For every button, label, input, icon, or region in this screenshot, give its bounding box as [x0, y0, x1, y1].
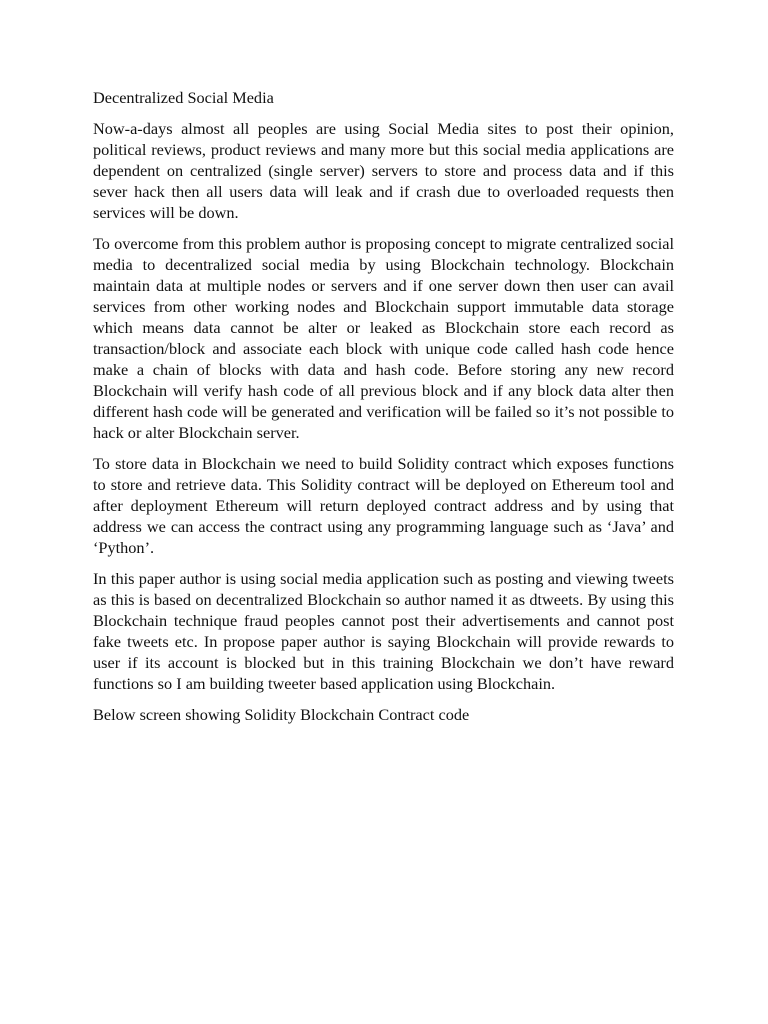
paragraph-intro: Now-a-days almost all peoples are using Social Media sites to post their opinion, political reviews, product reviews and many more but this social media applications are dependent on centralized (single server) servers to store and process data and if this sever hack then all users data will leak and if crash due to overloaded requests then services will be down.: [93, 119, 674, 222]
paragraph-solidity-contract: To store data in Blockchain we need to build Solidity contract which exposes functions to store and retrieve data. This Solidity contract will be deployed on Ethereum tool and after deployment Ethereum will return deployed contract address and by using that address we can access the contract using any programming language such as ‘Java’ and ‘Python’.: [93, 454, 674, 557]
screen-caption: Below screen showing Solidity Blockchain Contract code: [93, 705, 470, 724]
paragraph-dtweets: In this paper author is using social media application such as posting and viewing tweets as this is based on decentralized Blockchain so author named it as dtweets. By using this Blockchain technique fraud peoples cannot post their advertisements and cannot post fake tweets etc. In propose paper author is saying Blockchain will provide rewards to user if its account is blocked but in this training Blockchain we don’t have reward functions so I am building tweeter based application using Blockchain.: [93, 569, 674, 693]
paragraph-blockchain-solution: To overcome from this problem author is proposing concept to migrate centralized social media to decentralized social media by using Blockchain technology. Blockchain maintain data at multiple nodes or servers and if one server down then user can avail services from other working nodes and Blockchain support immutable data storage which means data cannot be alter or leaked as Blockchain store each record as transaction/block and associate each block with unique code called hash code hence make a chain of blocks with data and hash code. Before storing any new record Blockchain will verify hash code of all previous block and if any block data alter then different hash code will be generated and verification will be failed so it’s not possible to hack or alter Blockchain server.: [93, 234, 674, 442]
document-title: Decentralized Social Media: [93, 88, 274, 107]
document-page: [93, 87, 674, 725]
